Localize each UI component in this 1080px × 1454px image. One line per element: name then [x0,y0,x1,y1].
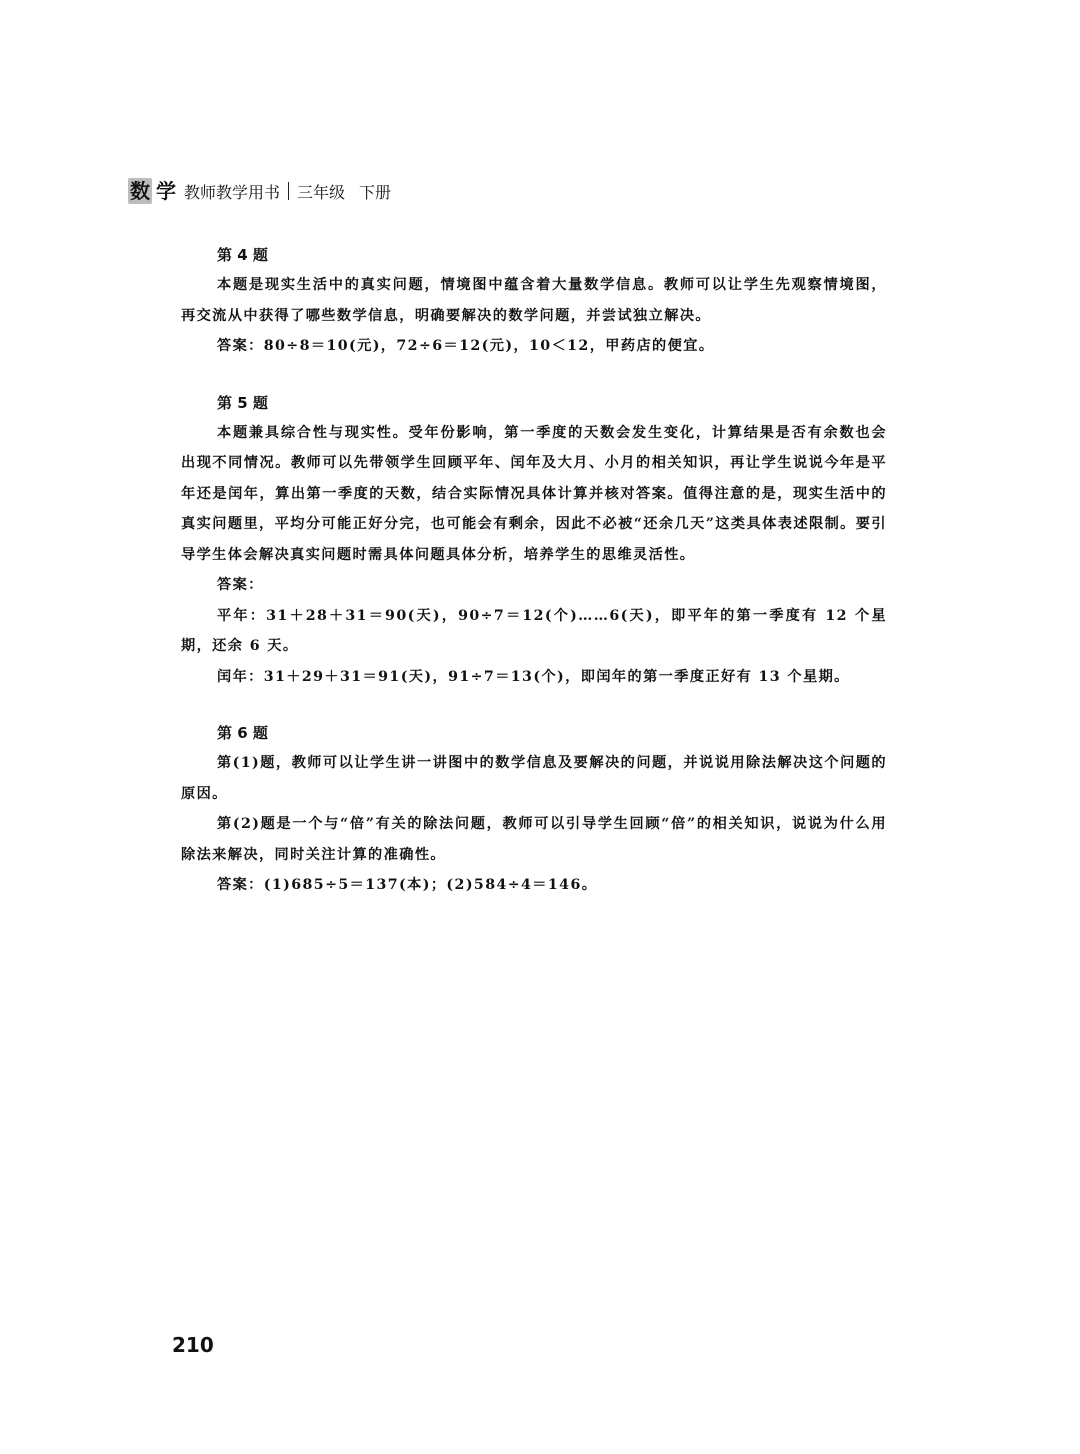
paragraph: 本题兼具综合性与现实性。受年份影响，第一季度的天数会发生变化，计算结果是否有余数也会出现不同情况。教师可以先带领学生回顾平年、闰年及大月、小月的相关知识，再让学生说说今年是平年还是闰年，算出第一季度的天数，结合实际情况具体计算并核对答案。值得注意的是，现实生活中的真实问题里，平均分可能正好分完，也可能会有剩余，因此不必被“还余几天”这类具体表述限制。要引导学生体会解决真实问题时需具体问题具体分析，培养学生的思维灵活性。 [181,424,887,563]
question-4-section [181,240,887,362]
page-body [181,240,887,927]
question-5-section [181,388,887,693]
book-title: 教师教学用书 [184,182,281,202]
page-number: 210 [172,1333,214,1357]
answer-paragraph: 答案：(1)685÷5＝137(本)；(2)584÷4＝146。 [217,877,598,893]
answer-paragraph: 平年：31＋28＋31＝90(天)，90÷7＝12(个)……6(天)，即平年的第一季度有 12 个星期，还余 6 天。 [181,607,887,654]
grade-label: 三年级 [297,182,346,202]
answer-label: 答案： [217,577,264,593]
running-header [128,176,391,206]
paragraph: 第(2)题是一个与“倍”有关的除法问题，教师可以引导学生回顾“倍”的相关知识，说说为什么用除法来解决，同时关注计算的准确性。 [181,816,887,863]
volume-label: 下册 [359,182,392,202]
paragraph: 第(1)题，教师可以让学生讲一讲图中的数学信息及要解决的问题，并说说用除法解决这个问题的原因。 [181,755,887,802]
section-title: 第 4 题 [217,246,268,264]
section-title: 第 5 题 [217,393,268,412]
section-title: 第 6 题 [217,724,268,742]
answer-paragraph: 答案：80÷8＝10(元)，72÷6＝12(元)，10＜12，甲药店的便宜。 [217,338,715,354]
question-6-section [181,718,887,901]
paragraph: 本题是现实生活中的真实问题，情境图中蕴含着大量数学信息。教师可以让学生先观察情境图，再交流从中获得了哪些数学信息，明确要解决的数学问题，并尝试独立解决。 [181,277,887,324]
subject-logo-char: 学 [156,179,176,203]
answer-paragraph: 闰年：31＋29＋31＝91(天)，91÷7＝13(个)，即闰年的第一季度正好有 13 个星期。 [217,668,850,685]
header-divider [288,182,289,200]
subject-logo-char: 数 [130,179,150,203]
subject-logo [128,178,178,204]
